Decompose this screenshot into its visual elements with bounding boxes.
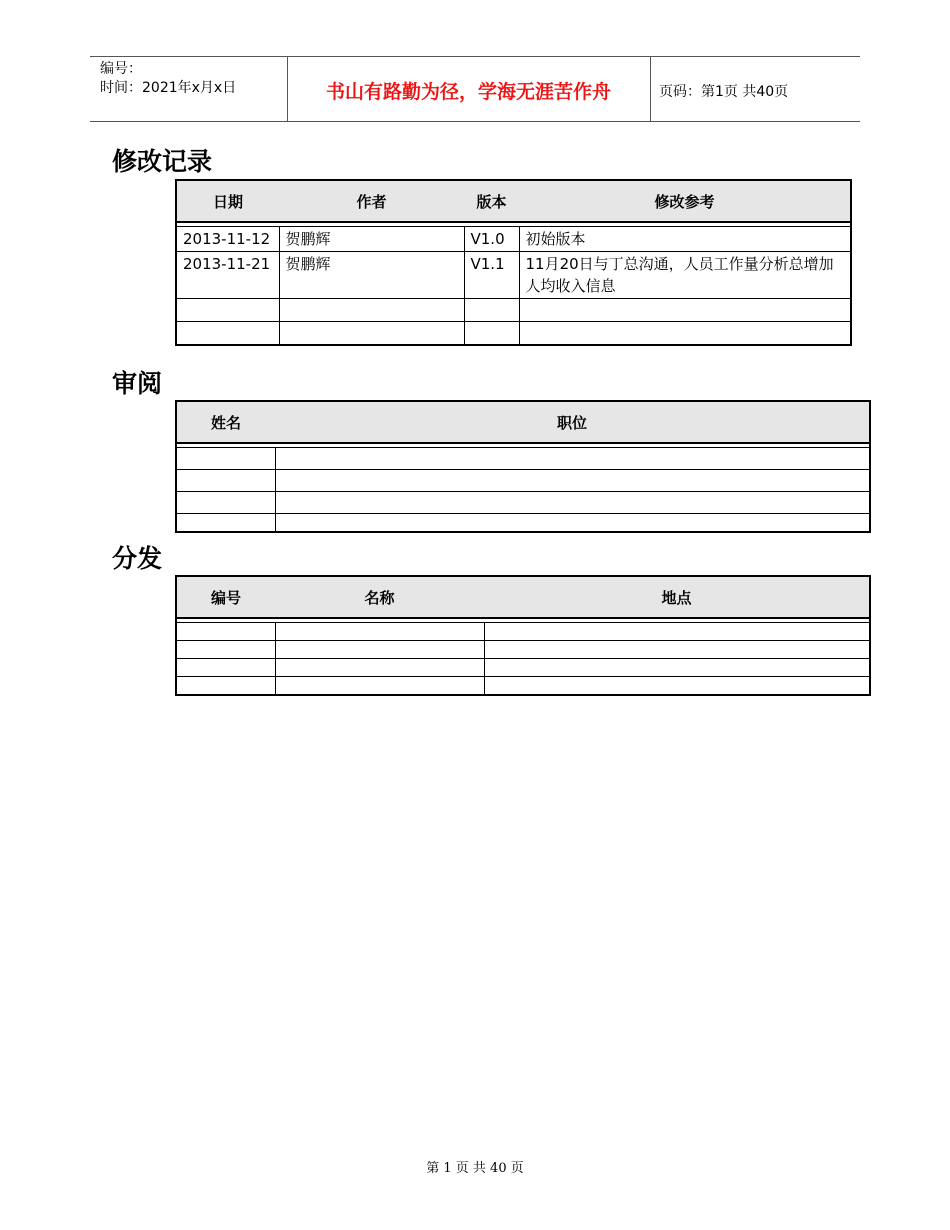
revision-notes-cell: 初始版本	[519, 226, 851, 251]
review-position-cell[interactable]	[275, 513, 870, 532]
distribution-header-row	[176, 576, 870, 618]
review-header-position: 职位	[556, 413, 587, 432]
distribution-location-cell[interactable]	[484, 622, 870, 640]
page-footer: 第 1 页 共 40 页	[426, 1161, 524, 1176]
revision-header-notes: 修改参考	[654, 192, 715, 211]
table-row	[176, 513, 870, 532]
distribution-code-cell[interactable]	[176, 676, 275, 695]
distribution-location-cell[interactable]	[484, 640, 870, 658]
revision-header-row	[176, 180, 851, 222]
revision-section-title: 修改记录	[112, 147, 213, 176]
review-header-row	[176, 401, 870, 443]
review-name-cell[interactable]	[176, 513, 275, 532]
revision-version-cell: V1.0	[464, 226, 519, 251]
revision-notes-cell: 11月20日与丁总沟通，人员工作量分析总增加人均收入信息	[519, 251, 851, 298]
table-row	[176, 469, 870, 491]
table-row	[176, 640, 870, 658]
distribution-name-cell[interactable]	[275, 676, 484, 695]
revision-date-cell: 2013-11-21	[176, 251, 279, 298]
header-meta	[100, 60, 236, 98]
revision-header-date: 日期	[212, 192, 243, 211]
review-position-cell[interactable]	[275, 491, 870, 513]
revision-version-cell: V1.1	[464, 251, 519, 298]
header-divider	[650, 57, 651, 121]
revision-header-author: 作者	[356, 192, 387, 211]
review-name-cell[interactable]	[176, 491, 275, 513]
table-row	[176, 676, 870, 695]
revision-version-cell[interactable]	[464, 298, 519, 321]
revision-author-cell[interactable]	[279, 321, 464, 345]
distribution-location-cell[interactable]	[484, 658, 870, 676]
distribution-code-cell[interactable]	[176, 658, 275, 676]
distribution-name-cell[interactable]	[275, 622, 484, 640]
review-position-cell[interactable]	[275, 447, 870, 469]
table-row	[176, 491, 870, 513]
table-row	[176, 447, 870, 469]
review-section-title: 审阅	[112, 369, 163, 398]
revision-notes-cell[interactable]	[519, 298, 851, 321]
page-header	[90, 56, 860, 122]
distribution-location-cell[interactable]	[484, 676, 870, 695]
revision-date-cell: 2013-11-12	[176, 226, 279, 251]
distribution-section-title: 分发	[112, 544, 163, 573]
table-row	[176, 298, 851, 321]
table-row	[176, 226, 851, 251]
distribution-code-cell[interactable]	[176, 622, 275, 640]
distribution-header-name: 名称	[364, 588, 395, 607]
review-name-cell[interactable]	[176, 447, 275, 469]
distribution-name-cell[interactable]	[275, 658, 484, 676]
distribution-code-cell[interactable]	[176, 640, 275, 658]
table-row	[176, 622, 870, 640]
review-name-cell[interactable]	[176, 469, 275, 491]
distribution-name-cell[interactable]	[275, 640, 484, 658]
table-row	[176, 321, 851, 345]
table-row	[176, 251, 851, 298]
revision-table	[175, 179, 852, 346]
distribution-header-location: 地点	[661, 588, 692, 607]
header-motto: 书山有路勤为径，学海无涯苦作舟	[325, 81, 611, 103]
document-time: 时间：2021年x月x日	[100, 80, 237, 96]
revision-date-cell[interactable]	[176, 298, 279, 321]
review-table	[175, 400, 871, 533]
revision-notes-cell[interactable]	[519, 321, 851, 345]
review-header-name: 姓名	[210, 413, 241, 432]
table-row	[176, 658, 870, 676]
revision-author-cell: 贺鹏辉	[279, 226, 464, 251]
distribution-header-code: 编号	[210, 588, 241, 607]
distribution-table	[175, 575, 871, 696]
document-code-label: 编号：	[100, 61, 142, 77]
review-position-cell[interactable]	[275, 469, 870, 491]
revision-date-cell[interactable]	[176, 321, 279, 345]
revision-version-cell[interactable]	[464, 321, 519, 345]
revision-author-cell: 贺鹏辉	[279, 251, 464, 298]
revision-header-version: 版本	[476, 192, 507, 211]
header-page-info: 页码：第1页 共40页	[659, 84, 789, 100]
revision-author-cell[interactable]	[279, 298, 464, 321]
